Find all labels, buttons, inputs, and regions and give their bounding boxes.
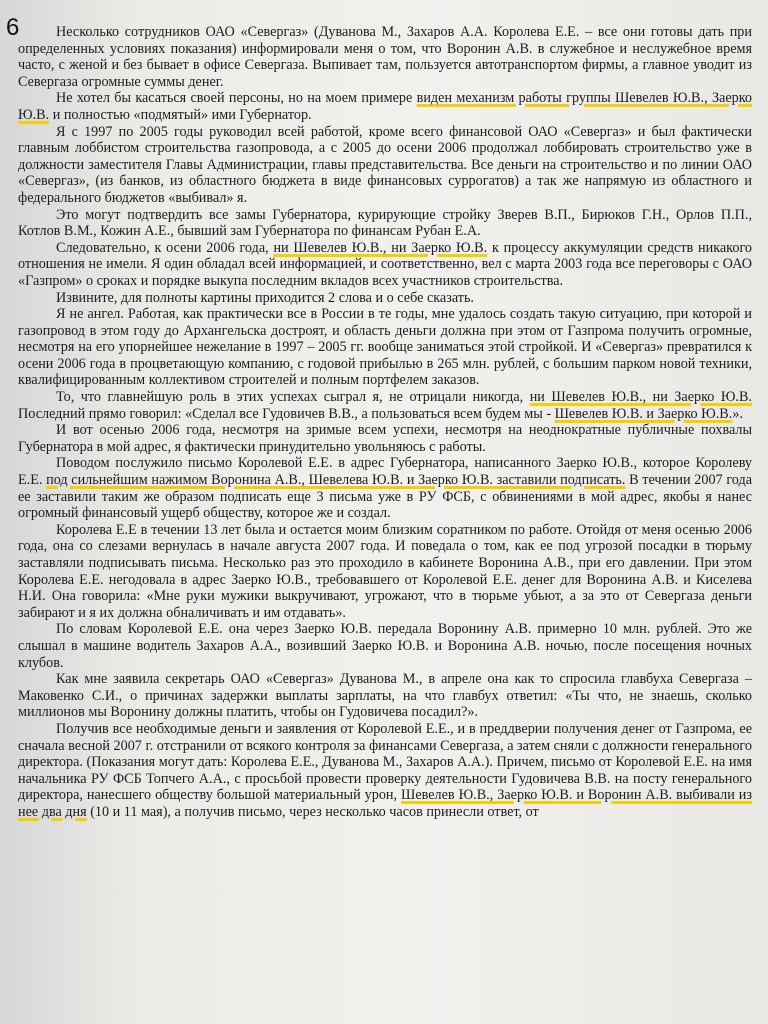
highlighted-text: ни Шевелев Ю.В., ни Заерко Ю.В. — [529, 389, 752, 406]
paragraph — [18, 389, 752, 422]
paragraph-text: Несколько сотрудников ОАО «Севергаз» (Дуванова М., Захаров А.А. Королева Е.Е. – все они готовы дать при определенных условиях показания) информировали меня о том, что Воронин А.В. в служебное и неслужебное время часто, с женой и без бывает в офисе Севергаза. Выпивает там, пользуется автотранспортом фирмы, а главное уводит из Севергаза огромные суммы денег. — [18, 24, 752, 90]
paragraph-text: Я не ангел. Работая, как практически все в России в те годы, мне удалось создать такую ситуацию, при которой и газопровод в этом году до Архангельска достроят, и область деньги должна при этом от Газпрома получить огромные, несмотря на его упорнейшее нежелание в 1997 – 2005 гг. вообще заниматься этой стройкой. И «Севергаз» превратился к осени 2006 года в процветающую компанию, с годовой прибылью в 265 млн. рублей, с большим парком новой техники, квалифицированным коллективом строителей и полным портфелем заказов. — [18, 306, 752, 389]
paragraph — [18, 621, 752, 671]
paragraph-text: Это могут подтвердить все замы Губернатора, курирующие стройку Зверев В.П., Бирюков Г.Н., Орлов П.П., Котлов В.М., Кожин А.Е., бывший зам Губернатора по финансам Рубан Е.А. — [18, 206, 752, 240]
paragraph — [18, 207, 752, 240]
paragraph-text: То, что главнейшую роль в этих успехах сыграл я, не отрицали никогда, — [56, 389, 530, 406]
paragraph-text: Поводом послужило письмо Королевой Е.Е. в адрес Губернатора, написанного Заерко Ю.В., которое Королеву Е.Е. — [18, 455, 752, 489]
document-body — [18, 24, 752, 821]
paragraph — [18, 455, 752, 521]
paragraph — [18, 306, 752, 389]
paragraph — [18, 522, 752, 622]
highlighted-text: Шевелев Ю.В., Заерко Ю.В. и Воронин А.В. выбивали из нее два дня — [18, 787, 752, 820]
paragraph-text: ». — [732, 405, 743, 422]
paragraph-text: Следовательно, к осени 2006 года, — [56, 239, 274, 256]
paragraph — [18, 721, 752, 821]
paragraph-text: Королева Е.Е в течении 13 лет была и остается моим близким соратником по работе. Отойдя от меня осенью 2006 года, она со слезами вернулась в начале августа 2007 года. И поведала о том, как ее под угрозой посадки в тюрьму заставляли подписывать письма. Несколько раз это проходило в кабинете Воронина А.В., при его давлении. При этом Королева Е.Е. негодовала в адрес Заерко Ю.В., требовавшего от Королевой Е.Е. денег для Воронина А.В. и Киселева Н.И. Она говорила: «Мне руки мужики выкручивают, угрожают, что в тюрьме убьют, а за это от Севергаза деньги забирают и я их должна обналичивать и им отдавать». — [18, 521, 752, 621]
paragraph — [18, 422, 752, 455]
paragraph-text: По словам Королевой Е.Е. она через Заерко Ю.В. передала Воронину А.В. примерно 10 млн. рублей. Это же слышал в машине водитель Захаров А.А., возивший Заерко Ю.В. и Воронина А.В. ночью, после посещения ночных клубов. — [18, 621, 752, 671]
paragraph-text: Получив все необходимые деньги и заявления от Королевой Е.Е., и в преддверии получения денег от Газпрома, ее сначала весной 2007 г. отстранили от всякого контроля за финансами Севергаза, а затем сняли с должности генерального директора. (Показания могут дать: Королева Е.Е., Дуванова М., Захаров А.А.). Причем, письмо от Королевой Е.Е. на имя начальника РУ ФСБ Топчего А.А., с просьбой провести проверку деятельности Гудовичева В.В. на посту генерального директора, нанесшего обществу большой материальный урон, — [18, 720, 752, 804]
paragraph-text: Извините, для полноты картины приходится 2 слова и о себе сказать. — [56, 289, 474, 306]
highlighted-text: под сильнейшим нажимом Воронина А.В., Шевелева Ю.В. и Заерко Ю.В. заставили подписать. — [46, 472, 626, 489]
page-number: 6 — [6, 14, 20, 41]
paragraph-text: к процессу аккумуляции средств никакого отношения не имели. Я один обладал всей информацией, и соответственно, вел с марта 2003 года все переговоры с ОАО «Газпром» о сроках и порядке выкупа последним вкладов всех участников строительства. — [18, 239, 752, 289]
paragraph-text: Как мне заявила секретарь ОАО «Севергаз» Дуванова М., в апреле она как то спросила главбуха Севергаза – Маковенко С.И., о причинах задержки выплаты зарплаты, на что главбух ответил: «Ты что, не знаешь, сколько миллионов мы Воронину должны платить, чтобы он Гудовичева посадил?». — [18, 671, 752, 721]
paragraph — [18, 90, 752, 123]
paragraph-text: (10 и 11 мая), а получив письмо, через несколько часов принесли ответ, от — [86, 803, 539, 820]
highlighted-text: виден механизм работы группы Шевелев Ю.В., Заерко Ю.В. — [18, 90, 753, 123]
paragraph — [18, 240, 752, 290]
paragraph-text: Не хотел бы касаться своей персоны, но на моем примере — [56, 90, 417, 107]
paragraph-text: и полностью «подмятый» ими Губернатор. — [49, 106, 312, 123]
paragraph-text: Последний прямо говорил: «Сделал все Гудовичев В.В., а пользоваться всем будем мы - — [18, 405, 555, 422]
paragraph — [18, 24, 752, 90]
highlighted-text: ни Шевелев Ю.В., ни Заерко Ю.В. — [273, 239, 488, 256]
paragraph — [18, 290, 752, 307]
paragraph — [18, 671, 752, 721]
paragraph — [18, 124, 752, 207]
paragraph-text: Я с 1997 по 2005 годы руководил всей работой, кроме всего финансовой ОАО «Севергаз» и был фактически главным лоббистом строительства газопровода, а с 2005 до осени 2006 продолжал лоббировать строительство уже в должности заместителя Главы Администрации, главы представительства. Все деньги на строительство и по линии ОАО «Севергаз», (из банков, из областного бюджета в виде финансовых суррогатов) а так же напрямую из областного и федерального бюджетов «выбивал» я. — [18, 123, 752, 206]
paragraph-text: В течении 2007 года ее заставили таким же образом подписать еще 3 письма уже в РУ ФСБ, с обвинениями в мой адрес, якобы я нанес огромный финансовый ущерб обществу, которое же и создал. — [18, 472, 752, 522]
highlighted-text: Шевелев Ю.В. и Заерко Ю.В. — [554, 405, 733, 422]
paragraph-text: И вот осенью 2006 года, несмотря на зримые всем успехи, несмотря на неоднократные публичные похвалы Губернатора в мой адрес, я фактически принудительно увольняюсь с работы. — [18, 422, 752, 455]
